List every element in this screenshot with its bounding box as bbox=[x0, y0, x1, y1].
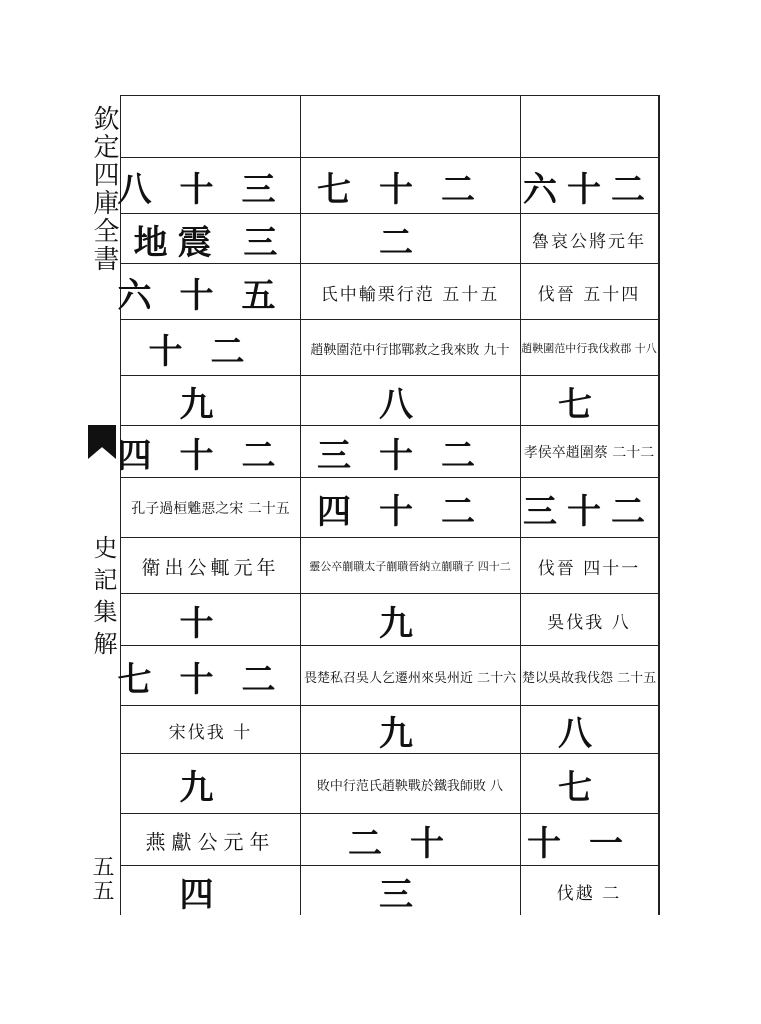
table-cell: 伐晉 五十四 bbox=[537, 284, 641, 305]
table-cell: 三 bbox=[379, 874, 441, 915]
table-row bbox=[121, 753, 658, 814]
table-cell: 八十三 bbox=[117, 169, 304, 210]
table-cell: 魯哀公將元年 bbox=[532, 231, 646, 252]
table-cell: 吳伐我 八 bbox=[547, 612, 631, 633]
section-title: 史記集解 bbox=[89, 535, 117, 663]
table-cell: 孔子過桓魋惡之宋 二十五 bbox=[131, 501, 290, 517]
table-cell: 敗中行范氏趙鞅戰於鐵我師敗 八 bbox=[316, 778, 504, 794]
table-cell: 三十二 bbox=[317, 435, 503, 476]
margin-column bbox=[84, 95, 120, 915]
chronology-table bbox=[117, 95, 660, 915]
table-cell: 宋伐我 十 bbox=[168, 722, 253, 743]
table-row bbox=[121, 213, 658, 264]
table-cell: 九 bbox=[379, 603, 441, 644]
table-cell: 八 bbox=[379, 384, 441, 425]
table-cell: 二 bbox=[379, 222, 441, 263]
table-cell: 伐晉 四十一 bbox=[537, 558, 641, 579]
table-row bbox=[121, 813, 658, 866]
table-cell: 楚以吳故我伐怨 二十五 bbox=[521, 670, 657, 686]
table-cell: 七 bbox=[558, 384, 620, 425]
table-row bbox=[117, 263, 658, 320]
table-cell: 靈公卒蒯聵太子蒯聵晉納立蒯聵子 四十二 bbox=[309, 560, 511, 573]
table-row bbox=[117, 425, 658, 478]
table-cell: 七十二 bbox=[117, 659, 304, 700]
table-cell: 地震 三 bbox=[133, 222, 288, 263]
table-row bbox=[121, 95, 658, 158]
table-cell: 六十五 bbox=[117, 275, 304, 316]
table-cell: 十 bbox=[179, 603, 242, 644]
table-cell: 伐越 二 bbox=[556, 883, 622, 904]
table-row bbox=[121, 865, 658, 916]
table-cell: 趙鞅圍范中行我伐救郡 十八 bbox=[521, 342, 657, 355]
table-cell bbox=[300, 96, 520, 158]
table-cell: 二十 bbox=[348, 823, 472, 864]
page-number: 五五 bbox=[89, 855, 114, 903]
table-cell: 四 bbox=[179, 874, 242, 915]
table-cell: 氏中輸栗行范 五十五 bbox=[320, 284, 500, 305]
table-cell bbox=[520, 96, 658, 158]
table-row bbox=[121, 375, 658, 426]
table-row bbox=[121, 319, 658, 376]
fishtail-mark-icon bbox=[88, 425, 116, 459]
table-row bbox=[121, 705, 658, 754]
table-cell: 孝侯卒趙圍蔡 二十二 bbox=[523, 445, 655, 461]
table-cell: 衛出公輒元年 bbox=[141, 556, 280, 579]
table-cell: 七 bbox=[558, 767, 620, 808]
table-cell: 十一 bbox=[527, 823, 651, 864]
table-cell: 四十二 bbox=[117, 435, 304, 476]
table-cell: 八 bbox=[558, 713, 620, 754]
page-bottom-margin bbox=[0, 915, 761, 1024]
table-cell: 畏楚私召吳人乞遷州來吳州近 二十六 bbox=[303, 670, 517, 686]
table-row bbox=[121, 477, 658, 538]
table-cell: 九 bbox=[379, 713, 441, 754]
table-cell: 六十二 bbox=[523, 169, 655, 210]
table-cell: 九 bbox=[179, 384, 242, 425]
table-cell: 趙鞅圍范中行邯鄲救之我來敗 九十 bbox=[310, 342, 510, 358]
table-cell: 燕獻公元年 bbox=[145, 829, 276, 854]
book-title: 欽定四庫全書 bbox=[89, 105, 119, 273]
table-cell: 四十二 bbox=[317, 491, 503, 532]
table-cell: 九 bbox=[179, 767, 242, 808]
table-cell: 十二 bbox=[148, 331, 273, 372]
table-row bbox=[121, 593, 658, 646]
table-row bbox=[121, 537, 658, 594]
table-cell: 三十二 bbox=[523, 491, 655, 532]
table-cell: 七十二 bbox=[317, 169, 503, 210]
table-row bbox=[117, 645, 658, 706]
table-cell bbox=[121, 96, 300, 158]
table-row bbox=[117, 157, 658, 214]
